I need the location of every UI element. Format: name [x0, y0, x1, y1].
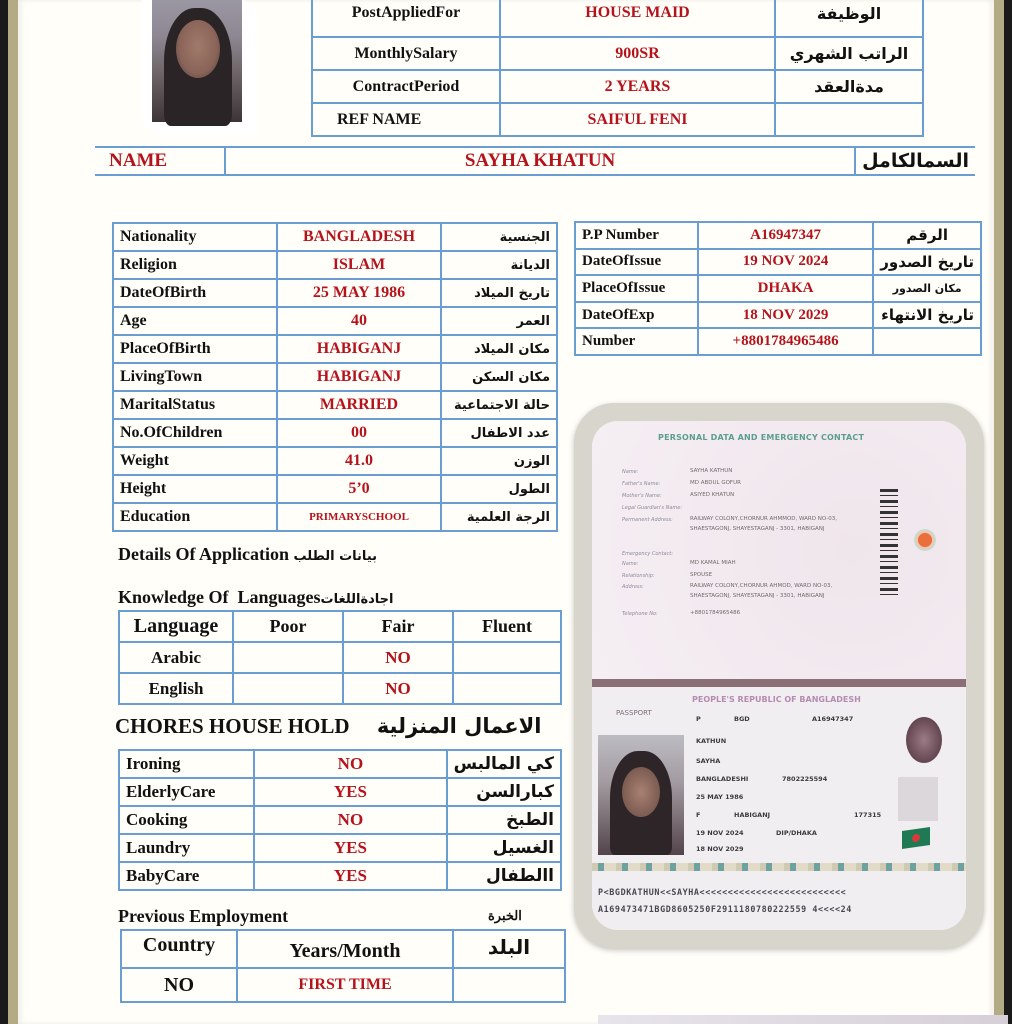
pp-date-of-issue: 19 NOV 2024: [696, 829, 744, 837]
chores-table: [118, 749, 562, 891]
row-label: PlaceOfBirth: [113, 335, 277, 363]
table-row: [119, 673, 561, 704]
row-value: 40: [277, 307, 441, 335]
row-arabic: الديانة: [441, 251, 557, 279]
employment-country: NO: [121, 968, 237, 1002]
row-arabic: الراتب الشهري: [775, 37, 923, 70]
employment-period: FIRST TIME: [237, 968, 453, 1002]
header-language: Language: [119, 611, 233, 642]
pd-label: Name:: [622, 469, 639, 475]
row-arabic: الرجة العلمية: [441, 503, 557, 531]
pd-value: MD ABDUL GOFUR: [690, 480, 741, 486]
row-value: 5’0: [277, 475, 441, 503]
row-arabic: الطول: [441, 475, 557, 503]
table-row: [113, 223, 557, 251]
table-row: [113, 503, 557, 531]
row-value: MARRIED: [277, 391, 441, 419]
government-seal-icon: [914, 529, 936, 551]
table-row: [113, 419, 557, 447]
chore-label: Cooking: [119, 806, 254, 834]
table-row: [119, 642, 561, 673]
row-value: ISLAM: [277, 251, 441, 279]
pp-surname: KATHUN: [696, 737, 727, 745]
application-form-page: [8, 0, 1004, 1024]
ghost-photo: [898, 777, 938, 821]
pp-country-code: BGD: [734, 715, 750, 723]
pd-label: Father's Name:: [622, 481, 661, 487]
row-arabic: عدد الاطفال: [441, 419, 557, 447]
table-row: [312, 0, 923, 37]
pd-label: Name:: [622, 561, 639, 567]
chore-value: YES: [254, 834, 446, 862]
pp-place-of-birth: HABIGANJ: [734, 811, 771, 819]
row-value: +8801784965486: [698, 328, 873, 355]
passport-personal-data-page: [592, 421, 966, 679]
pp-nationality: BANGLADESHI: [696, 775, 749, 783]
chore-arabic: الطبخ: [447, 806, 561, 834]
row-value: SAIFUL FENI: [500, 103, 775, 136]
table-row: [312, 70, 923, 103]
language-fair: NO: [343, 673, 453, 704]
row-value: HABIGANJ: [277, 363, 441, 391]
pd-value: RAILWAY COLONY,CHORNUR AHMMOD, WARD NO-03,: [690, 516, 838, 522]
pp-dob: 25 MAY 1986: [696, 793, 744, 801]
passport-scan-image: [574, 403, 984, 948]
table-row: [113, 475, 557, 503]
pd-value: +8801784965486: [690, 610, 741, 616]
pp-personal-no: 7802225594: [782, 775, 828, 783]
row-value: 18 NOV 2029: [698, 302, 873, 329]
pd-value: ASIYED KHATUN: [690, 492, 735, 498]
next-image-edge: [598, 1015, 1008, 1024]
full-name-value: SAYHA KHATUN: [225, 147, 855, 175]
pp-sex: F: [696, 811, 701, 819]
row-label: MonthlySalary: [312, 37, 500, 70]
row-label: Education: [113, 503, 277, 531]
details-of-application-title: [118, 544, 377, 565]
row-label: PlaceOfIssue: [575, 275, 698, 302]
row-value: 2 YEARS: [500, 70, 775, 103]
applicant-photo: [142, 0, 257, 137]
row-value: A16947347: [698, 222, 873, 249]
chore-label: Laundry: [119, 834, 254, 862]
table-row: [575, 302, 981, 329]
row-label: Number: [575, 328, 698, 355]
pp-authority: DIP/DHAKA: [776, 829, 817, 837]
pd-label: Permanent Address:: [622, 517, 673, 523]
chore-value: YES: [254, 778, 446, 806]
passport-photo-page: [592, 687, 966, 930]
row-value: 25 MAY 1986: [277, 279, 441, 307]
table-row: [312, 103, 923, 136]
pp-passport-no: A16947347: [812, 715, 854, 723]
languages-title-ar: اجادةاللغات: [320, 592, 394, 607]
chore-arabic: الغسيل: [447, 834, 561, 862]
chore-value: YES: [254, 862, 446, 890]
passport-photo: [598, 735, 684, 855]
language-fluent: [453, 673, 561, 704]
row-value: 00: [277, 419, 441, 447]
employment-extra: [453, 968, 565, 1002]
security-band: [592, 863, 966, 871]
chore-label: BabyCare: [119, 862, 254, 890]
table-row: [312, 37, 923, 70]
pp-date-of-expiry: 18 NOV 2029: [696, 845, 744, 853]
name-label: NAME: [95, 147, 225, 175]
chore-value: NO: [254, 750, 446, 778]
pd-value: SHAESTAGONJ, SHAYESTAGANJ - 3301, HABIGANJ: [690, 593, 825, 599]
table-row: [575, 275, 981, 302]
table-row: [113, 307, 557, 335]
row-label: ContractPeriod: [312, 70, 500, 103]
table-row: [575, 249, 981, 276]
table-row: [113, 363, 557, 391]
details-title-ar: بيانات الطلب: [293, 549, 378, 564]
table-row: [119, 778, 561, 806]
chore-arabic: االطفال: [447, 862, 561, 890]
row-label: Age: [113, 307, 277, 335]
pd-label: Address:: [622, 584, 644, 590]
pp-given-name: SAYHA: [696, 757, 721, 765]
row-arabic: تاريخ الانتهاء: [873, 302, 981, 329]
row-label: Weight: [113, 447, 277, 475]
personal-details-table: [112, 222, 558, 532]
row-label: P.P Number: [575, 222, 698, 249]
employment-title-en: Previous Employment: [118, 906, 289, 926]
row-label: Religion: [113, 251, 277, 279]
contract-table: [311, 0, 924, 137]
row-arabic: حالة الاجتماعية: [441, 391, 557, 419]
table-row: [575, 328, 981, 355]
pd-label: Relationship:: [622, 573, 655, 579]
employment-title-ar: الخبرة: [488, 908, 522, 923]
chore-arabic: كبارالسن: [447, 778, 561, 806]
row-arabic: مدةالعقد: [775, 70, 923, 103]
table-row: [119, 750, 561, 778]
row-arabic: الوزن: [441, 447, 557, 475]
row-label: DateOfIssue: [575, 249, 698, 276]
row-label: MaritalStatus: [113, 391, 277, 419]
chores-title: [115, 714, 541, 739]
details-title-en: Details Of Application: [118, 544, 290, 564]
row-arabic: مكان الصدور: [873, 275, 981, 302]
barcode-icon: [880, 489, 898, 599]
pd-label: Legal Guardian's Name:: [622, 505, 683, 511]
table-header-row: [121, 930, 565, 968]
row-label: LivingTown: [113, 363, 277, 391]
row-value: HOUSE MAID: [500, 0, 775, 37]
row-label: DateOfExp: [575, 302, 698, 329]
table-row: [113, 391, 557, 419]
table-row: [575, 222, 981, 249]
pd-value: SHAESTAGONJ, SHAYESTAGANJ - 3301, HABIGANJ: [690, 526, 825, 532]
chore-label: Ironing: [119, 750, 254, 778]
pp-prev-passport: 177315: [854, 811, 882, 819]
mrz-line-2: A169473471BGD8605250F2911180780222559 4<<<<24: [598, 904, 852, 914]
row-label: DateOfBirth: [113, 279, 277, 307]
languages-title: [118, 587, 394, 608]
row-arabic: تاريخ الصدور: [873, 249, 981, 276]
table-row: [119, 806, 561, 834]
language-name: Arabic: [119, 642, 233, 673]
row-arabic: الرقم: [873, 222, 981, 249]
row-arabic: تاريخ الميلاد: [441, 279, 557, 307]
language-fair: NO: [343, 642, 453, 673]
chores-title-en: CHORES HOUSE HOLD: [115, 714, 350, 738]
header-fluent: Fluent: [453, 611, 561, 642]
passport-details-table: [574, 221, 982, 356]
page-divider: [592, 679, 966, 687]
table-header-row: [119, 611, 561, 642]
table-row: [119, 834, 561, 862]
table-row: [119, 862, 561, 890]
header-country: Country: [121, 930, 237, 968]
row-label: PostAppliedFor: [312, 0, 500, 37]
name-table: [95, 146, 975, 176]
hologram-icon: [906, 717, 942, 763]
pd-value: SAYHA KATHUN: [690, 468, 733, 474]
pp-header: PEOPLE'S REPUBLIC OF BANGLADESH: [692, 695, 861, 704]
row-arabic: الجنسية: [441, 223, 557, 251]
language-name: English: [119, 673, 233, 704]
table-row: [95, 147, 975, 175]
header-fair: Fair: [343, 611, 453, 642]
row-value: PRIMARYSCHOOL: [277, 503, 441, 531]
row-label: Height: [113, 475, 277, 503]
row-arabic: العمر: [441, 307, 557, 335]
pd-label: Emergency Contact:: [622, 551, 674, 557]
row-value: DHAKA: [698, 275, 873, 302]
table-row: [113, 251, 557, 279]
row-label: REF NAME: [312, 103, 500, 136]
header-years-month: Years/Month: [237, 930, 453, 968]
pd-value: RAILWAY COLONY,CHORNUR AHMOD, WARD NO-03,: [690, 583, 833, 589]
language-poor: [233, 642, 343, 673]
row-value: 900SR: [500, 37, 775, 70]
chores-title-ar: الاعمال المنزلية: [376, 714, 542, 738]
pp-type: P: [696, 715, 701, 723]
row-arabic: [775, 103, 923, 136]
previous-employment-table: [120, 929, 566, 1003]
table-row: [113, 447, 557, 475]
row-label: Nationality: [113, 223, 277, 251]
chore-value: NO: [254, 806, 446, 834]
bangladesh-flag-icon: [902, 827, 930, 849]
pd-value: MD KAMAL MIAH: [690, 560, 736, 566]
row-value: HABIGANJ: [277, 335, 441, 363]
pd-value: SPOUSE: [690, 572, 713, 578]
chore-arabic: كي المالبس: [447, 750, 561, 778]
previous-employment-title: [118, 906, 288, 927]
row-arabic: [873, 328, 981, 355]
header-country-ar: البلد: [453, 930, 565, 968]
table-row: [113, 335, 557, 363]
pd-label: Mother's Name:: [622, 493, 662, 499]
pd-label: Telephone No:: [622, 611, 658, 617]
row-value: BANGLADESH: [277, 223, 441, 251]
table-row: [121, 968, 565, 1002]
row-value: 19 NOV 2024: [698, 249, 873, 276]
language-poor: [233, 673, 343, 704]
language-fluent: [453, 642, 561, 673]
languages-title-en: Knowledge Of Languages: [118, 587, 321, 607]
name-arabic: السمالكامل: [855, 147, 975, 175]
pp-passport-label: PASSPORT: [616, 709, 652, 717]
mrz-line-1: P<BGDKATHUN<<SAYHA<<<<<<<<<<<<<<<<<<<<<<<<<<: [598, 887, 847, 897]
row-label: No.OfChildren: [113, 419, 277, 447]
header-poor: Poor: [233, 611, 343, 642]
row-value: 41.0: [277, 447, 441, 475]
row-arabic: مكان الميلاد: [441, 335, 557, 363]
table-row: [113, 279, 557, 307]
row-arabic: مكان السكن: [441, 363, 557, 391]
chore-label: ElderlyCare: [119, 778, 254, 806]
row-arabic: الوظيفة: [775, 0, 923, 37]
scan-title: PERSONAL DATA AND EMERGENCY CONTACT: [658, 433, 865, 442]
languages-table: [118, 610, 562, 705]
